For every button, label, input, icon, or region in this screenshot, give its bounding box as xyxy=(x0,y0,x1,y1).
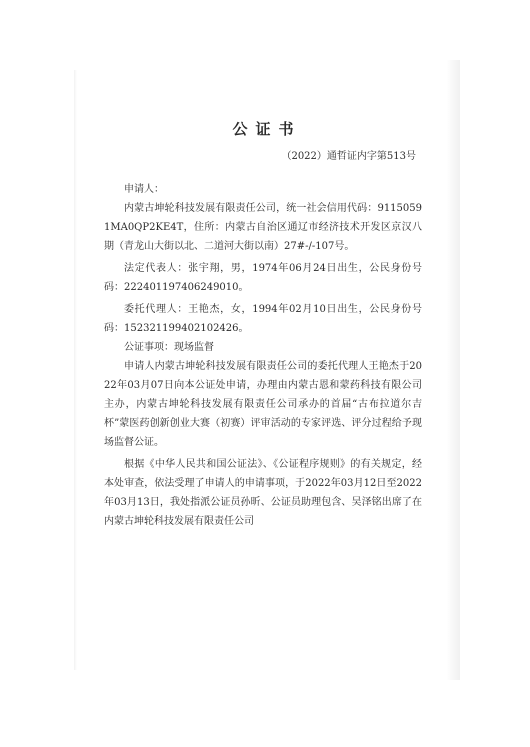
document-number: （2022）通哲证内字第513号 xyxy=(281,151,416,162)
body-paragraph-1: 申请人内蒙古坤轮科技发展有限责任公司的委托代理人王艳杰于2022年03月07日向本公证处申请，办理由内蒙古恩和蒙药科技有限公司主办，内蒙古坤轮科技发展有限责任公司承办的首届“古布拉道尔吉杯”蒙医药创新创业大赛（初赛）评审活动的专家评选、评分过程给予现场监督公证。 xyxy=(104,361,422,448)
document-title: 公证书 xyxy=(232,120,302,138)
body-paragraph-2: 根据《中华人民共和国公证法》、《公证程序规则》的有关规定，经本处审查，依法受理了申请人的申请事项，于2022年03月12日至2022年03月13日，我处指派公证员孙昕、公证员助理包含、吴泽铭出席了在内蒙古坤轮科技发展有限责任公司 xyxy=(104,459,422,527)
authorized-agent: 委托代理人：王艳杰，女，1994年02月10日出生，公民身份号码：152321199402102426。 xyxy=(104,304,422,334)
applicant-details: 内蒙古坤轮科技发展有限责任公司，统一社会信用代码：91150591MA0QP2KE4T，住所：内蒙古自治区通辽市经济技术开发区京汉八期（青龙山大街以北、二道河大街以南）27#-/-107号。 xyxy=(104,203,422,252)
scan-edge-shadow-left xyxy=(74,70,77,670)
applicant-label: 申请人： xyxy=(124,184,164,195)
scan-edge-shadow-right xyxy=(446,60,460,680)
legal-representative: 法定代表人：张宇翔，男，1974年06月24日出生，公民身份号码：222401197406249010。 xyxy=(104,263,422,293)
notarial-matter: 公证事项：现场监督 xyxy=(124,342,214,353)
notarial-certificate-page xyxy=(104,118,422,531)
